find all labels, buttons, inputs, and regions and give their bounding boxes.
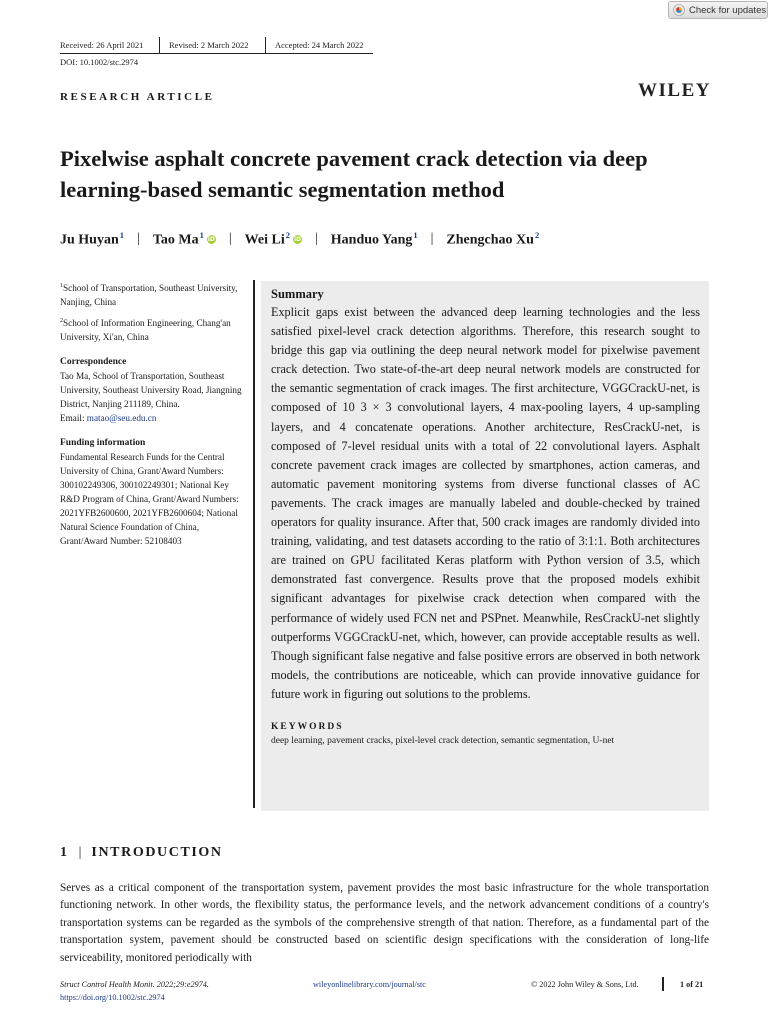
article-type: RESEARCH ARTICLE <box>60 91 215 103</box>
author-separator: | <box>314 231 318 247</box>
doi-label: DOI: 10.1002/stc.2974 <box>60 57 139 67</box>
meta-divider <box>265 37 266 53</box>
paper-title: Pixelwise asphalt concrete pavement crack detection via deep learning-based semantic segmentation method <box>60 146 648 202</box>
section-number: 1 <box>60 845 69 860</box>
funding-text: Fundamental Research Funds for the Central University of China, Grant/Award Numbers: 300102249306, 300102249301; National Key R&D Program of China, Grant/Award Numbers: 2021YFB2600600, 2021YFB2600604; National Natural Science Foundation of China, Grant/Award Number: 52108403 <box>60 452 239 547</box>
orcid-icon[interactable]: iD <box>293 235 301 243</box>
author-separator: | <box>228 231 232 247</box>
footer-divider <box>662 977 664 991</box>
header-rule <box>60 53 373 54</box>
author-name[interactable]: Handuo Yang$^1$ <box>330 230 418 248</box>
author-name[interactable]: Ju Huyan$^1$ <box>60 230 124 248</box>
funding-heading: Funding information <box>60 438 146 449</box>
section-title: INTRODUCTION <box>91 845 223 860</box>
email-link[interactable]: matao@seu.edu.cn <box>86 413 157 424</box>
correspondence-heading: Correspondence <box>60 357 127 368</box>
accepted-date: Accepted: 24 March 2022 <box>275 40 364 50</box>
abstract-box <box>261 281 709 811</box>
author-separator: | <box>430 231 434 247</box>
publisher-logo: WILEY <box>638 80 711 101</box>
article-info-column <box>60 279 248 548</box>
author-name[interactable]: Tao Ma$^1$ <box>152 230 204 248</box>
author-name[interactable]: Wei Li$^2$ <box>244 230 290 248</box>
page-number: 1 of 21 <box>680 980 704 989</box>
check-for-updates-button[interactable] <box>668 1 768 19</box>
affiliation: $^2$School of Information Engineering, Chang'an University, Xi'an, China <box>60 318 231 343</box>
keywords-heading: KEYWORDS <box>271 721 344 732</box>
meta-divider <box>159 37 160 53</box>
summary-heading: Summary <box>271 287 324 301</box>
check-updates-icon <box>673 4 685 16</box>
journal-website-link[interactable]: wileyonlinelibrary.com/journal/stc <box>313 980 426 989</box>
summary-text: Explicit gaps exist between the advanced deep learning technologies and the less satisfied pixel-level crack detection algorithms. Therefore, this research sought to bridge this gap via outlining the deep neural network model for pixelwise pavement crack detection. Two state-of-the-art deep neural network models are constructed for the semantic segmentation of crack images. The first architecture, VGGCrackU-net, is composed of 10 3 × 3 convolutional layers, 4 max-pooling layers, 4 up-sampling layers, and 4 concatenate operations. Another architecture, ResCrackU-net, is composed of 7-level residual units with a total of 22 convolutional layers. Asphalt concrete pavement crack images are collected by smartphones, action cameras, and automatic pavement monitoring systems from diverse functional classes of AC pavements. The crack images are manually labeled and double-checked by trained operators for quality insurance. After that, 500 crack images are randomly divided into training, validating, and test datasets according to the ratio of 3:1:1. Both architectures are trained on GPU facilitated Keras platform with Python version of 3.5, which demonstrated fast convergence. Results prove that the proposed models exhibit significant advantages for pixelwise crack detection when compared with the performance of widely used FCN net and PSPnet. Meanwhile, ResCrackU-net slightly outperforms VGGCrackU-net, which, however, can provide acceptable results as well. Though significant false negative and false positive errors are observed in both network models, the contributions are noticeable, which can provide innovative guidance for future work in figuring out solutions to the problems. <box>271 305 700 701</box>
correspondence-email: Email: matao@seu.edu.cn <box>60 413 157 424</box>
received-date: Received: 26 April 2021 <box>60 40 144 50</box>
keywords-text: deep learning, pavement cracks, pixel-level crack detection, semantic segmentation, U-net <box>271 735 615 746</box>
affiliation: $^1$School of Transportation, Southeast University, Nanjing, China <box>60 283 238 308</box>
correspondence-text: Tao Ma, School of Transportation, Southeast University, Southeast University Road, Jiangning District, Nanjing 211189, China. <box>60 371 242 410</box>
doi-link[interactable]: https://doi.org/10.1002/stc.2974 <box>60 993 165 1002</box>
author-list <box>60 230 539 249</box>
check-updates-label: Check for updates <box>689 4 767 16</box>
section-separator: | <box>78 845 82 860</box>
revised-date: Revised: 2 March 2022 <box>169 40 249 50</box>
copyright: © 2022 John Wiley & Sons, Ltd. <box>531 980 639 989</box>
introduction-paragraph: Serves as a critical component of the transportation system, pavement provides the most basic infrastructure for the whole transportation functioning network. In other words, the flexibility status, the performance levels, and the network advancement conditions of a country's transportation systems can be regarded as the symbols of the comprehensive strength of that nation. Therefore, as a fundamental part of the transportation system, pavement should be constructed based on scientific design specifications with the consideration of long-life serviceability, monitored periodically with <box>60 882 709 964</box>
column-divider <box>253 280 255 808</box>
section-heading <box>60 845 223 861</box>
author-name[interactable]: Zhengchao Xu$^2$ <box>446 230 540 248</box>
journal-citation: Struct Control Health Monit. 2022;29:e2974. <box>60 980 209 989</box>
orcid-icon[interactable]: iD <box>207 235 215 243</box>
author-separator: | <box>137 231 140 247</box>
